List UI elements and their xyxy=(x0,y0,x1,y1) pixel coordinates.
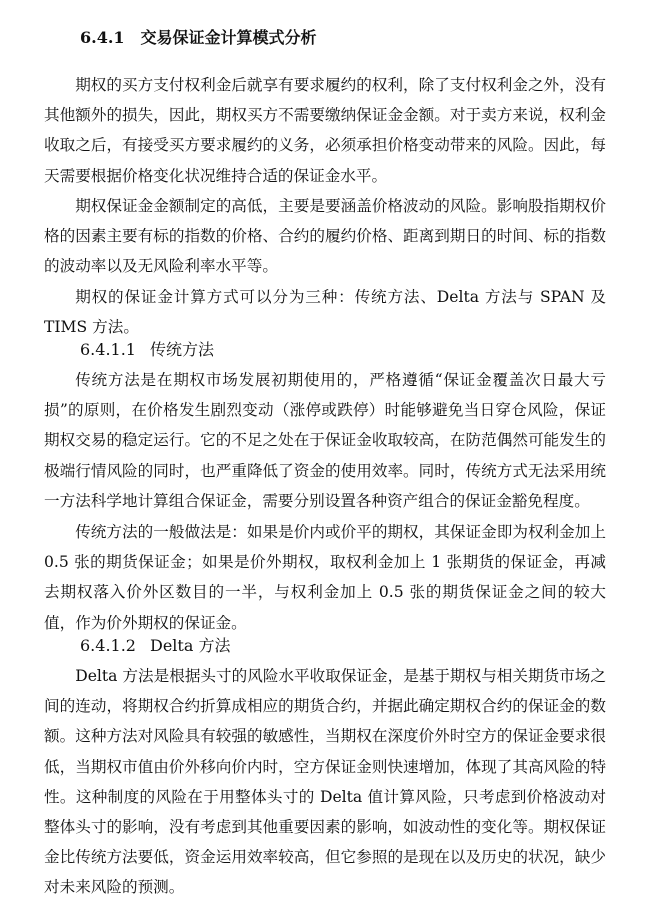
paragraph-margin-factors: 期权保证金金额制定的高低，主要是要涵盖价格波动的风险。影响股指期权价格的因素主要有标的指数的价格、合约的履约价格、距离到期日的时间、标的指数的波动率以及无风险利率水平等。 xyxy=(44,197,606,276)
subsection-title: Delta 方法 xyxy=(149,636,231,655)
paragraph-traditional-description: 传统方法是在期权市场发展初期使用的，严格遵循“保证金覆盖次日最大亏损”的原则，在价格发生剧烈变动（涨停或跌停）时能够避免当日穿仓风险，保证期权交易的稳定运行。它的不足之处在于保证金收取较高，在防范偶然可能发生的极端行情风险的同时，也严重降低了资金的使用效率。同时，传统方式无法采用统一方法科学地计算组合保证金，需要分别设置各种资产组合的保证金豁免程度。 xyxy=(44,371,606,510)
subsection-number: 6.4.1.1 xyxy=(80,340,136,359)
paragraph-traditional-procedure: 传统方法的一般做法是：如果是价内或价平的期权，其保证金即为权利金加上 0.5 张的期货保证金；如果是价外期权，取权利金加上 1 张期货的保证金，再减去期权落入价外区数目的一半，与权利金加上 0.5 张的期货保证金之间的较大值，作为价外期权的保证金。 xyxy=(44,523,606,632)
section-heading xyxy=(80,27,317,49)
subsection-heading-traditional xyxy=(80,339,214,361)
subsection-heading-delta xyxy=(80,635,230,657)
paragraph-three-methods: 期权的保证金计算方式可以分为三种：传统方法、Delta 方法与 SPAN 及 TIMS 方法。 xyxy=(44,288,606,337)
subsection-title: 传统方法 xyxy=(149,340,214,359)
section-number: 6.4.1 xyxy=(80,28,125,47)
section-title: 交易保证金计算模式分析 xyxy=(140,28,317,47)
subsection-number: 6.4.1.2 xyxy=(80,636,136,655)
paragraph-buyer-seller: 期权的买方支付权利金后就享有要求履约的权利，除了支付权利金之外，没有其他额外的损失，因此，期权买方不需要缴纳保证金金额。对于卖方来说，权利金收取之后，有接受买方要求履约的义务，必须承担价格变动带来的风险。因此，每天需要根据价格变化状况维持合适的保证金水平。 xyxy=(44,76,606,185)
paragraph-delta-description: Delta 方法是根据头寸的风险水平收取保证金，是基于期权与相关期货市场之间的连动，将期权合约折算成相应的期货合约，并据此确定期权合约的保证金的数额。这种方法对风险具有较强的敏感性，当期权在深度价外时空方的保证金要求很低，当期权市值由价外移向价内时，空方保证金则快速增加，体现了其高风险的特性。这种制度的风险在于用整体头寸的 Delta 值计算风险，只考虑到价格波动对整体头寸的影响，没有考虑到其他重要因素的影响，如波动性的变化等。期权保证金比传统方法要低，资金运用效率较高，但它参照的是现在以及历史的状况，缺少对未来风险的预测。 xyxy=(44,667,606,897)
